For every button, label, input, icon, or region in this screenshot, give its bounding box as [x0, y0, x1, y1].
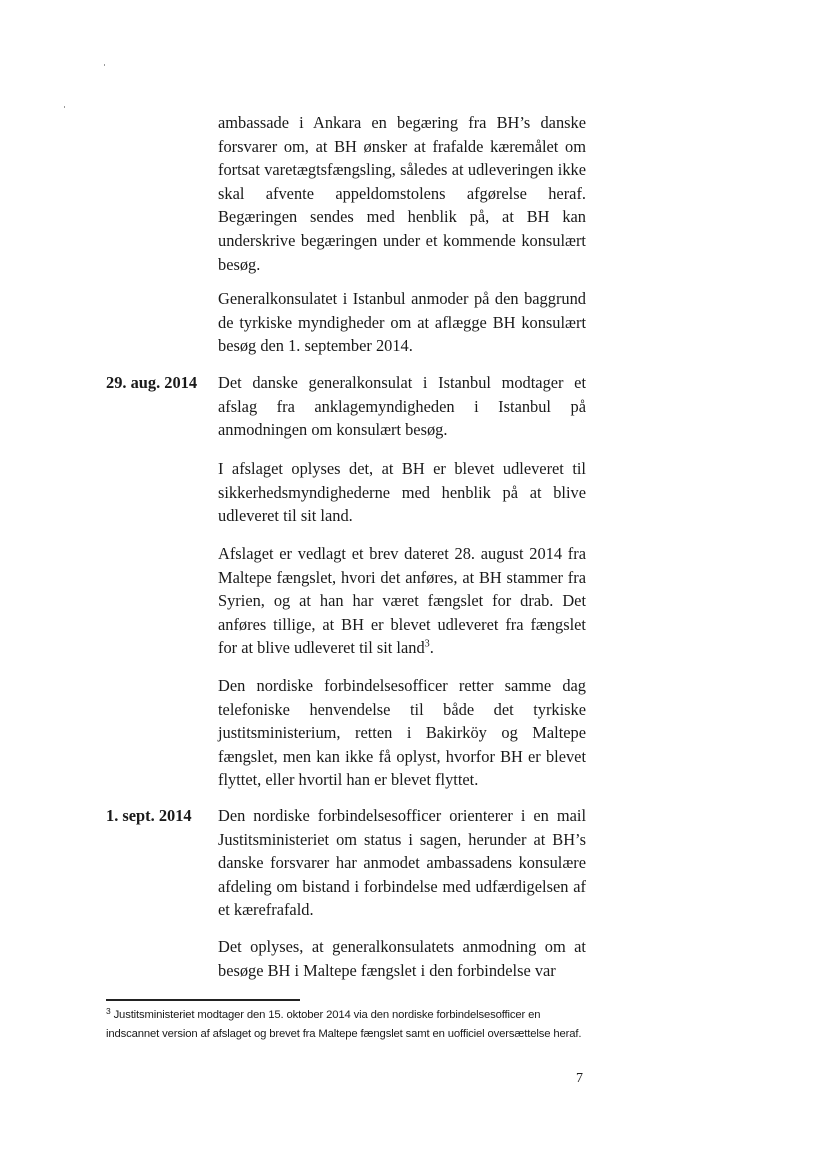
body-paragraph: I afslaget oplyses det, at BH er blevet udleveret til sikkerhedsmyndighederne med henblik på at blive udleveret til sit land.	[218, 459, 586, 526]
body-paragraph: Det oplyses, at generalkonsulatets anmodning om at besøge BH i Maltepe fængslet i den forbindelse var	[218, 937, 586, 980]
entry-date: 1. sept. 2014	[106, 806, 192, 825]
entry-date: 29. aug. 2014	[106, 373, 198, 392]
body-paragraph	[218, 542, 586, 660]
body-paragraph: Den nordiske forbindelsesofficer retter samme dag telefoniske henvendelse til både det tyrkiske justitsministerium, retten i Bakirköy og Maltepe fængslet, men kan ikke få oplyst, hvorfor BH er blevet flyttet, eller hvortil han er blevet flyttet.	[218, 676, 586, 790]
body-paragraph: Generalkonsulatet i Istanbul anmoder på den baggrund de tyrkiske myndigheder om at aflægge BH konsulært besøg den 1. september 2014.	[218, 289, 586, 356]
footnote-text: Justitsministeriet modtager den 15. oktober 2014 via den nordiske forbindelsesofficer en indscannet version af afslaget og brevet fra Maltepe fængslet samt en uofficiel oversættelse heraf.	[106, 1009, 582, 1040]
scan-speck	[104, 64, 105, 66]
footnote-ref[interactable]: 3	[424, 638, 430, 650]
body-paragraph: Det danske generalkonsulat i Istanbul modtager et afslag fra anklagemyndigheden i Istanbul på anmodningen om konsulært besøg.	[218, 373, 586, 440]
paragraph-tail: .	[429, 638, 434, 658]
page-number: 7	[576, 1071, 583, 1086]
footnote	[106, 1006, 590, 1044]
footnote-number: 3	[106, 1006, 111, 1017]
paragraph-text: Afslaget er vedlagt et brev dateret 28. august 2014 fra Maltepe fængslet, hvori det anføres, at BH stammer fra Syrien, og at han har været fængslet for drab. Det anføres tillige, at BH er blevet udleveret fra fængslet for at blive udleveret til sit land	[218, 544, 586, 658]
body-paragraph: Den nordiske forbindelsesofficer orienterer i en mail Justitsministeriet om status i sagen, herunder at BH’s danske forsvarer har anmodet ambassadens konsulære afdeling om bistand i forbindelse med udfærdigelsen af et kærefrafald.	[218, 806, 586, 920]
scan-speck	[64, 106, 65, 108]
body-paragraph: ambassade i Ankara en begæring fra BH’s danske forsvarer om, at BH ønsker at frafalde kæremålet om fortsat varetægtsfængsling, således at udleveringen ikke skal afvente appeldomstolens afgørelse heraf. Begæringen sendes med henblik på, at BH kan underskrive begæringen under et kommende konsulært besøg.	[218, 113, 586, 274]
footnote-divider	[106, 999, 300, 1001]
